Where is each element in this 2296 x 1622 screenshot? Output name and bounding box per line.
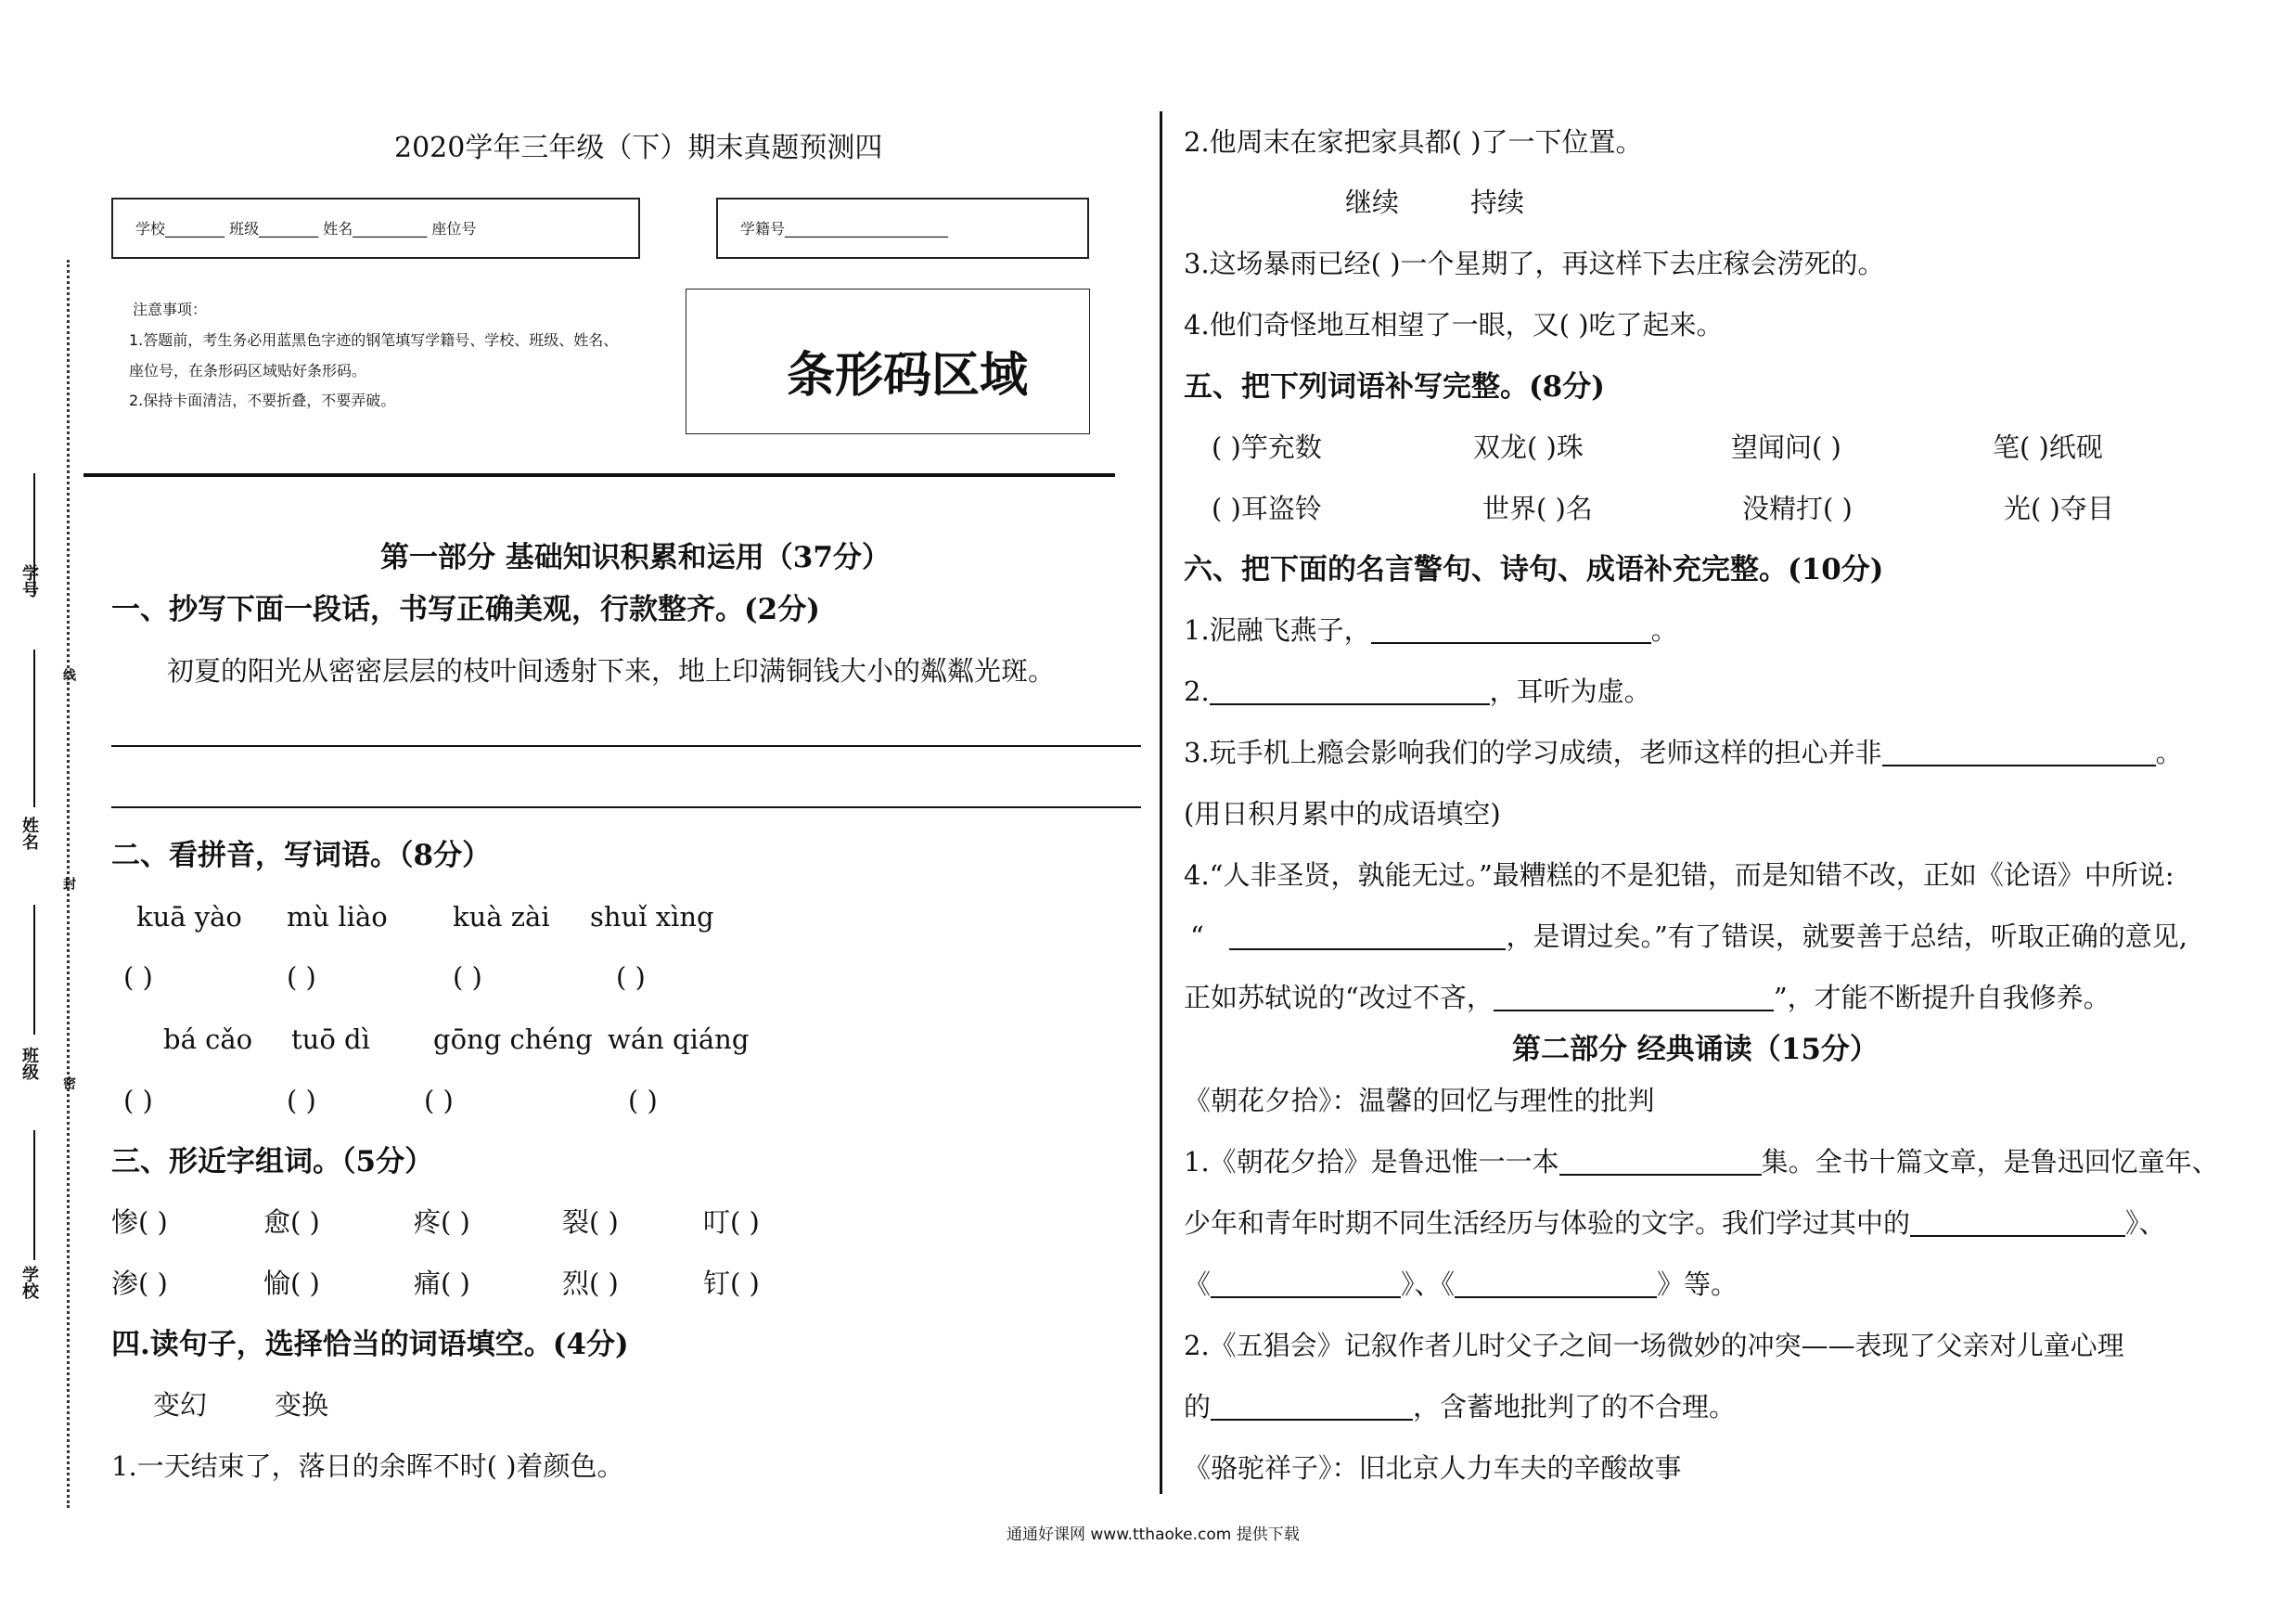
binding-mark: 封 (61, 877, 76, 890)
word-item: 渗( ) (111, 1268, 168, 1299)
student-info-box: 学校________ 班级________ 姓名__________ 座位号 (111, 198, 640, 259)
pinyin: bá cǎo (163, 1023, 253, 1055)
answer-blank[interactable]: ( ) (123, 1085, 153, 1116)
q1-passage: 初夏的阳光从密密层层的枝叶间透射下来，地上印满铜钱大小的粼粼光斑。 (167, 655, 1056, 687)
fill-blank[interactable] (1910, 1211, 2125, 1237)
writing-line (111, 745, 1141, 747)
q6-text: ，是谓过矣。”有了错误，就要善于总结，听取正确的意见, (1506, 920, 2188, 952)
q2-title: 二、看拼音，写词语。（8分） (111, 839, 492, 872)
fill-blank[interactable] (1229, 924, 1506, 950)
school-label: 学校 (135, 220, 166, 238)
word-item: 叮( ) (703, 1206, 760, 1238)
p-text: 的 (1184, 1391, 1212, 1422)
option-word: 变幻 (153, 1389, 208, 1421)
q3-title: 三、形近字组词。（5分） (111, 1145, 434, 1178)
notice-line: 2.保持卡面清洁，不要折叠，不要弄破。 (129, 392, 396, 409)
fill-blank[interactable] (1210, 679, 1490, 705)
class-label: 班级 (229, 220, 260, 238)
notice-heading: 注意事项： (133, 301, 208, 318)
answer-blank[interactable]: ( ) (616, 961, 646, 993)
word-item: 烈( ) (562, 1268, 619, 1299)
fill-blank[interactable] (1455, 1272, 1657, 1298)
p-text: 2.《五猖会》记叙作者儿时父子之间一场微妙的冲突——表现了父亲对儿童心理 (1184, 1330, 2124, 1361)
q1-title: 一、抄写下面一段话，书写正确美观，行款整齐。(2分) (111, 593, 820, 626)
header-divider (83, 473, 1115, 477)
idiom-item: 望闻问( ) (1731, 431, 1841, 463)
binding-label: 学校 (19, 1266, 39, 1299)
q4-title: 四.读句子，选择恰当的词语填空。(4分) (111, 1328, 629, 1361)
pinyin: gōng chéng (433, 1023, 593, 1055)
word-item: 裂( ) (562, 1206, 619, 1238)
q4-sentence: 2.他周末在家把家具都( )了一下位置。 (1184, 126, 1643, 158)
answer-blank[interactable]: ( ) (287, 961, 316, 993)
idiom-item: 笔( )纸砚 (1993, 431, 2103, 463)
book-heading: 《骆驼祥子》：旧北京人力车夫的辛酸故事 (1184, 1452, 1682, 1484)
p-text: 1.《朝花夕拾》是鲁迅惟一一本 (1184, 1146, 1559, 1178)
pinyin: wán qiáng (608, 1023, 750, 1055)
footer: 通通好课网 www.tthaoke.com 提供下载 (1007, 1525, 1300, 1544)
answer-blank[interactable]: ( ) (424, 1085, 454, 1116)
fill-blank[interactable] (1559, 1150, 1762, 1176)
pinyin: kuā yào (136, 901, 242, 933)
answer-blank[interactable]: ( ) (628, 1085, 658, 1116)
q4-sentence: 3.这场暴雨已经( )一个星期了，再这样下去庄稼会涝死的。 (1184, 248, 1885, 279)
p-text: 集。全书十篇文章，是鲁迅回忆童年、 (1761, 1146, 2219, 1178)
writing-line (111, 806, 1141, 808)
option-word: 持续 (1470, 187, 1525, 218)
binding-mark: 密 (61, 1076, 76, 1089)
column-divider (1160, 111, 1162, 1494)
word-item: 疼( ) (414, 1206, 470, 1238)
q4-sentence: 4.他们奇怪地互相望了一眼，又( )吃了起来。 (1184, 309, 1724, 341)
q6-text: 2. (1184, 676, 1210, 707)
name-label: 姓名 (323, 220, 353, 238)
idiom-item: 双龙( )珠 (1473, 431, 1584, 463)
q4-sentence: 1.一天结束了，落日的余晖不时( )着颜色。 (111, 1450, 624, 1482)
option-word: 继续 (1345, 187, 1400, 218)
p-text: 》等。 (1657, 1268, 1738, 1300)
idiom-item: 世界( )名 (1482, 493, 1593, 524)
barcode-area (686, 289, 1090, 434)
idiom-item: ( )竽充数 (1212, 431, 1322, 463)
barcode-label: 条形码区域 (787, 348, 1029, 404)
q5-title: 五、把下列词语补写完整。(8分) (1184, 370, 1605, 404)
fill-blank[interactable] (1211, 1395, 1413, 1421)
pinyin: mù liào (287, 901, 388, 933)
p-text: 少年和青年时期不同生活经历与体验的文字。我们学过其中的 (1184, 1207, 1911, 1239)
q6-text: 4.“人非圣贤，孰能无过。”最糟糕的不是犯错，而是知错不改，正如《论语》中所说: (1184, 859, 2174, 891)
answer-blank[interactable]: ( ) (123, 961, 153, 993)
q6-text: “ (1190, 920, 1204, 952)
q6-text: 正如苏轼说的“改过不吝， (1184, 982, 1494, 1013)
word-item: 愈( ) (263, 1206, 320, 1238)
page-title: 2020学年三年级（下）期末真题预测四 (394, 132, 883, 164)
q6-text: (用日积月累中的成语填空) (1184, 798, 1501, 830)
q6-text: 。 (2155, 737, 2183, 768)
q6-text: ”，才能不断提升自我修养。 (1773, 982, 2110, 1013)
option-word: 变换 (275, 1389, 329, 1421)
pinyin: tuō dì (291, 1023, 370, 1055)
fill-blank[interactable] (1371, 618, 1651, 644)
q6-title: 六、把下面的名言警句、诗句、成语补充完整。(10分) (1184, 553, 1884, 586)
p-text: 《 (1184, 1268, 1212, 1300)
p-text: 》、 (2125, 1207, 2166, 1239)
idiom-item: ( )耳盗铃 (1212, 493, 1322, 524)
seat-label: 座位号 (431, 220, 477, 238)
part1-title: 第一部分 基础知识积累和运用（37分） (380, 541, 891, 574)
pinyin: kuà zài (453, 901, 550, 933)
word-item: 愉( ) (263, 1268, 320, 1299)
student-number-label: 学籍号 (740, 220, 786, 238)
fill-blank[interactable] (1494, 985, 1774, 1011)
binding-label: 姓名 (19, 817, 39, 850)
q6-text: 。 (1650, 614, 1678, 646)
binding-label: 班级 (19, 1047, 39, 1080)
notice-line: 座位号，在条形码区域贴好条形码。 (129, 362, 367, 380)
q6-text: 1.泥融飞燕子， (1184, 614, 1371, 646)
fill-blank[interactable] (1882, 740, 2156, 766)
word-item: 钉( ) (703, 1268, 760, 1299)
book-heading: 《朝花夕拾》：温馨的回忆与理性的批判 (1184, 1085, 1655, 1116)
part2-title: 第二部分 经典诵读（15分） (1512, 1033, 1879, 1066)
fill-blank[interactable] (1211, 1272, 1401, 1298)
pinyin: shuǐ xìng (590, 901, 714, 933)
idiom-item: 没精打( ) (1742, 493, 1853, 524)
idiom-item: 光( )夺目 (2004, 493, 2114, 524)
notice-line: 1.答题前，考生务必用蓝黑色字迹的钢笔填写学籍号、学校、班级、姓名、 (129, 331, 619, 349)
q6-text: 3.玩手机上瘾会影响我们的学习成绩，老师这样的担心并非 (1184, 737, 1882, 768)
student-number-box: 学籍号______________________ (716, 198, 1089, 259)
answer-blank[interactable]: ( ) (453, 961, 482, 993)
p-text: ，含蓄地批判了的不合理。 (1413, 1391, 1737, 1422)
p-text: 》、《 (1401, 1268, 1456, 1300)
word-item: 惨( ) (111, 1206, 168, 1238)
q6-text: ，耳听为虚。 (1489, 676, 1651, 707)
answer-blank[interactable]: ( ) (287, 1085, 316, 1116)
word-item: 痛( ) (414, 1268, 470, 1299)
binding-label: 学号 (19, 564, 39, 598)
binding-mark: 线 (61, 668, 76, 681)
